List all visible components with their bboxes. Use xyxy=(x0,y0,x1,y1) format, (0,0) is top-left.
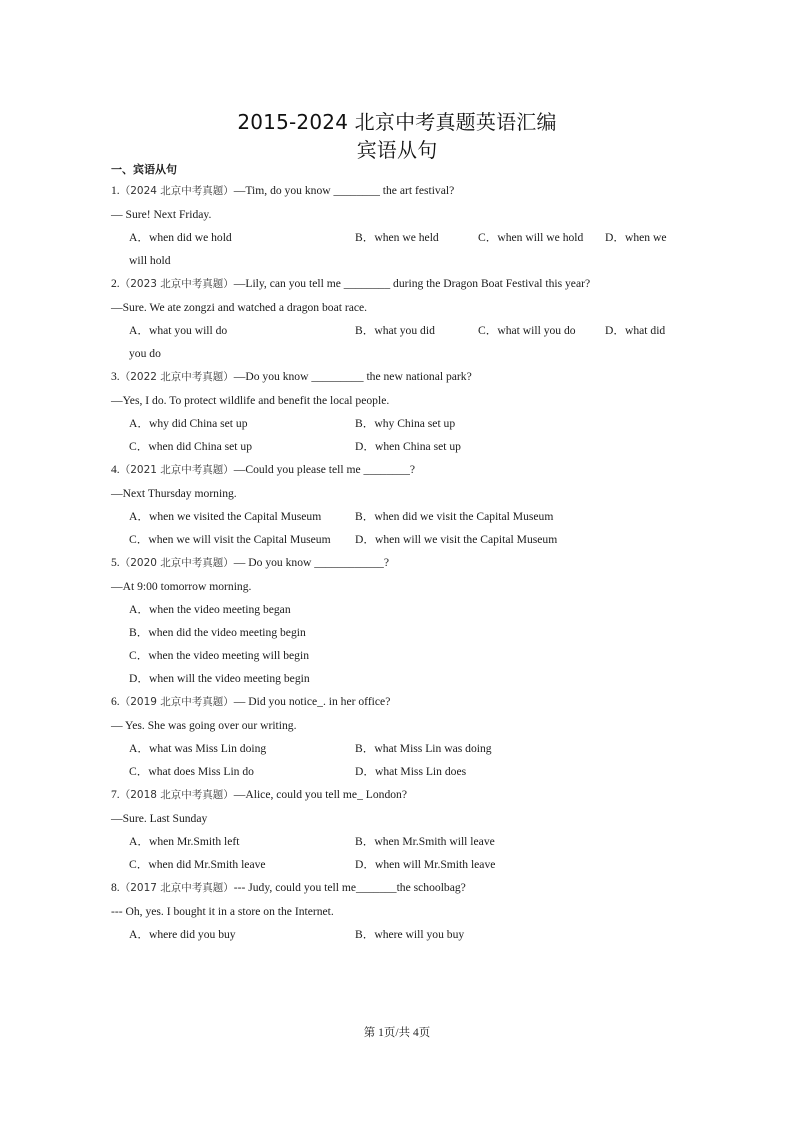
question-text: —Lily, can you tell me ________ during the Dragon Boat Festival this year? xyxy=(233,277,591,290)
option-d: D．when will Mr.Smith leave xyxy=(355,858,496,871)
option-c: C．when did Mr.Smith leave xyxy=(129,858,266,871)
question-text: —Do you know _________ the new national park? xyxy=(233,370,472,383)
option-d: D．what Miss Lin does xyxy=(355,765,467,778)
option-c: C．when will we hold xyxy=(478,231,584,244)
option-d: D．when will the video meeting begin xyxy=(129,672,310,685)
document-body xyxy=(111,161,691,946)
option-a: A．what was Miss Lin doing xyxy=(129,742,267,755)
options-row xyxy=(111,528,691,551)
option-a: A．when the video meeting began xyxy=(129,603,291,616)
question-reply: —Sure. We ate zongzi and watched a dragon boat race. xyxy=(111,301,368,314)
question-text: --- Judy, could you tell me_______the schoolbag? xyxy=(233,881,466,894)
option-d: D．when China set up xyxy=(355,440,461,453)
question-reply: —Sure. Last Sunday xyxy=(111,812,208,825)
option-d-continued: will hold xyxy=(129,254,171,267)
options-row xyxy=(111,319,691,342)
options-row xyxy=(111,853,691,876)
options-row xyxy=(111,830,691,853)
question-reply: —At 9:00 tomorrow morning. xyxy=(111,580,252,593)
question-text: — Did you notice_. in her office? xyxy=(233,695,391,708)
question-stem xyxy=(111,365,691,389)
question-source-tag: （2020 北京中考真题） xyxy=(119,557,234,569)
question-number: 8. xyxy=(111,881,120,894)
question-6 xyxy=(111,690,691,783)
question-reply: —Yes, I do. To protect wildlife and benefit the local people. xyxy=(111,394,390,407)
option-b: B．when did the video meeting begin xyxy=(129,626,306,639)
question-source-tag: （2023 北京中考真题） xyxy=(119,278,234,290)
question-stem xyxy=(111,690,691,714)
question-number: 4. xyxy=(111,463,120,476)
options-row xyxy=(111,644,691,667)
document-title xyxy=(0,108,794,164)
option-b: B．when Mr.Smith will leave xyxy=(355,835,495,848)
question-7 xyxy=(111,783,691,876)
option-c: C．what will you do xyxy=(478,324,576,337)
question-reply: —Next Thursday morning. xyxy=(111,487,237,500)
option-c: C．what does Miss Lin do xyxy=(129,765,254,778)
options-row xyxy=(111,667,691,690)
options-row xyxy=(111,621,691,644)
option-a: A．when Mr.Smith left xyxy=(129,835,240,848)
option-d: D．when we xyxy=(605,231,667,244)
question-stem xyxy=(111,876,691,900)
question-stem xyxy=(111,458,691,482)
question-1 xyxy=(111,179,691,272)
options-row xyxy=(111,226,691,249)
option-c: C．when did China set up xyxy=(129,440,253,453)
option-a: A．when did we hold xyxy=(129,231,232,244)
option-d-continued: you do xyxy=(129,347,161,360)
option-b: B．when we held xyxy=(355,231,439,244)
option-b: B．what Miss Lin was doing xyxy=(355,742,492,755)
question-source-tag: （2017 北京中考真题） xyxy=(119,882,234,894)
option-d: D．when will we visit the Capital Museum xyxy=(355,533,558,546)
option-c: C．when we will visit the Capital Museum xyxy=(129,533,331,546)
options-row xyxy=(111,435,691,458)
question-number: 7. xyxy=(111,788,120,801)
question-source-tag: （2019 北京中考真题） xyxy=(119,696,234,708)
question-3 xyxy=(111,365,691,458)
option-b: B．when did we visit the Capital Museum xyxy=(355,510,554,523)
question-reply: — Yes. She was going over our writing. xyxy=(111,719,297,732)
question-number: 6. xyxy=(111,695,120,708)
option-a: A．when we visited the Capital Museum xyxy=(129,510,322,523)
question-5 xyxy=(111,551,691,690)
question-source-tag: （2024 北京中考真题） xyxy=(119,185,234,197)
question-stem xyxy=(111,179,691,203)
question-reply: --- Oh, yes. I bought it in a store on the Internet. xyxy=(111,905,334,918)
question-number: 2. xyxy=(111,277,120,290)
page-footer: 第 1页/共 4页 xyxy=(363,1027,431,1039)
question-source-tag: （2018 北京中考真题） xyxy=(119,789,234,801)
question-number: 5. xyxy=(111,556,120,569)
question-source-tag: （2021 北京中考真题） xyxy=(119,464,234,476)
question-stem xyxy=(111,783,691,807)
options-row xyxy=(111,923,691,946)
title-line-1: 2015-2024 北京中考真题英语汇编 xyxy=(237,110,557,134)
question-number: 3. xyxy=(111,370,120,383)
question-text: —Alice, could you tell me_ London? xyxy=(233,788,407,801)
option-b: B．why China set up xyxy=(355,417,456,430)
question-source-tag: （2022 北京中考真题） xyxy=(119,371,234,383)
question-8 xyxy=(111,876,691,946)
options-row xyxy=(111,760,691,783)
options-row xyxy=(111,737,691,760)
title-line-2: 宾语从句 xyxy=(356,138,438,162)
question-4 xyxy=(111,458,691,551)
option-a: A．what you will do xyxy=(129,324,228,337)
question-text: — Do you know ____________? xyxy=(233,556,389,569)
options-row xyxy=(111,505,691,528)
options-row xyxy=(111,412,691,435)
question-2 xyxy=(111,272,691,365)
option-a: A．why did China set up xyxy=(129,417,248,430)
option-d: D．what did xyxy=(605,324,666,337)
option-a: A．where did you buy xyxy=(129,928,236,941)
option-b: B．where will you buy xyxy=(355,928,465,941)
question-number: 1. xyxy=(111,184,120,197)
question-text: —Could you please tell me ________? xyxy=(233,463,416,476)
question-reply: — Sure! Next Friday. xyxy=(111,208,212,221)
question-stem xyxy=(111,272,691,296)
option-b: B．what you did xyxy=(355,324,435,337)
options-row xyxy=(111,598,691,621)
section-heading: 一、宾语从句 xyxy=(111,163,177,176)
option-c: C．when the video meeting will begin xyxy=(129,649,309,662)
question-text: —Tim, do you know ________ the art festival? xyxy=(233,184,455,197)
question-stem xyxy=(111,551,691,575)
